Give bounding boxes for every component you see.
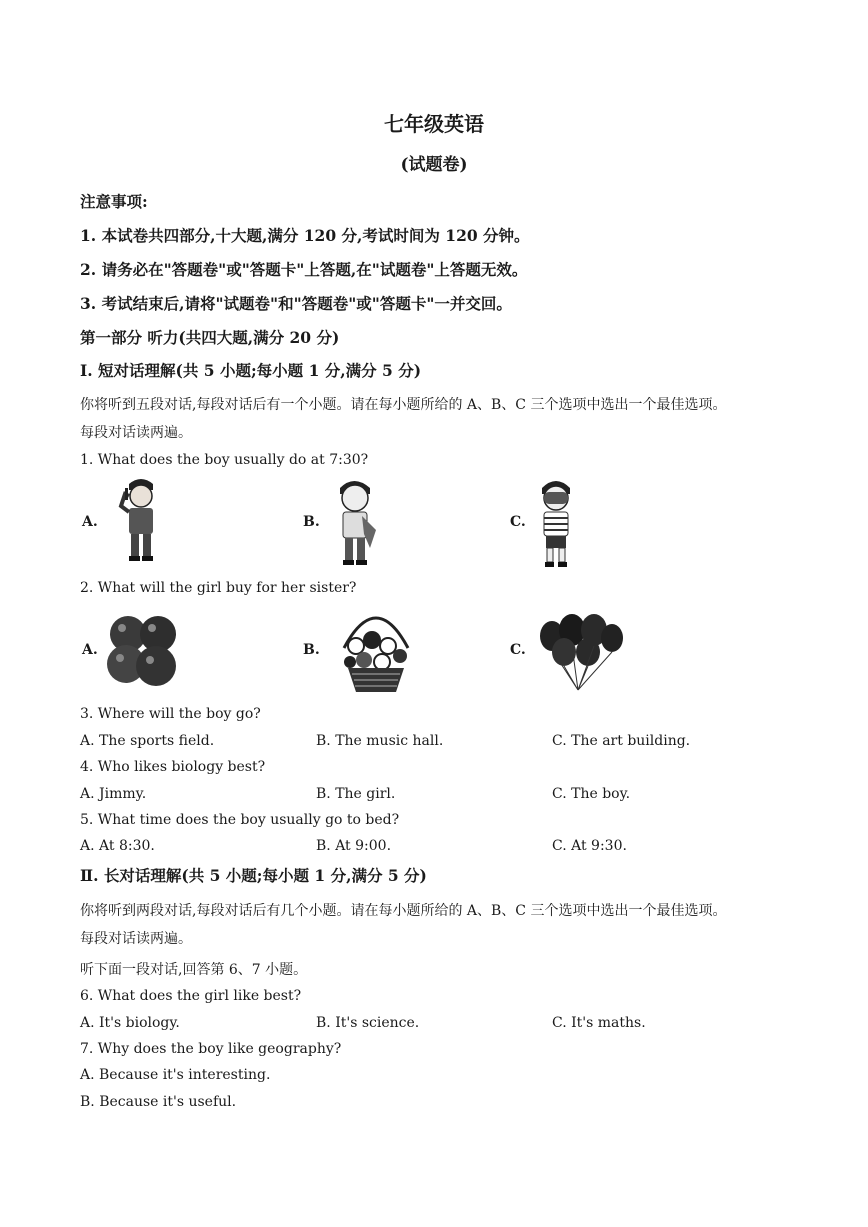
q2-option-b-label: B. — [303, 642, 320, 658]
q3-option-b: B. The music hall. — [316, 733, 444, 749]
section1-instruction-1: 你将听到五段对话,每段对话后有一个小题。请在每小题所给的 A、B、C 三个选项中选出一个最佳选项。 — [80, 397, 727, 413]
flower-basket-image — [336, 604, 416, 696]
page-title: 七年级英语 — [384, 112, 484, 136]
question-4: 4. Who likes biology best? — [80, 759, 266, 775]
note-item-1: 1. 本试卷共四部分,十大题,满分 120 分,考试时间为 120 分钟。 — [80, 226, 530, 245]
q2-option-a-label: A. — [82, 642, 98, 658]
section2-instruction-2: 每段对话读两遍。 — [80, 931, 192, 947]
q4-option-b: B. The girl. — [316, 786, 396, 802]
q3-option-c: C. The art building. — [552, 733, 691, 749]
question-7: 7. Why does the boy like geography? — [80, 1041, 342, 1057]
balloons-image — [538, 612, 624, 694]
section2-instruction-1: 你将听到两段对话,每段对话后有几个小题。请在每小题所给的 A、B、C 三个选项中选出一个最佳选项。 — [80, 903, 727, 919]
question-1: 1. What does the boy usually do at 7:30? — [80, 452, 369, 468]
q7-option-a: A. Because it's interesting. — [80, 1067, 271, 1083]
q4-option-c: C. The boy. — [552, 786, 631, 802]
note-item-2: 2. 请务必在"答题卷"或"答题卡"上答题,在"试题卷"上答题无效。 — [80, 260, 528, 279]
q5-option-a: A. At 8:30. — [80, 838, 155, 854]
section1-instruction-2: 每段对话读两遍。 — [80, 425, 192, 441]
section2-sub-instruction: 听下面一段对话,回答第 6、7 小题。 — [80, 962, 308, 978]
q1-option-a-label: A. — [82, 514, 98, 530]
question-5: 5. What time does the boy usually go to bed? — [80, 812, 400, 828]
q7-option-b: B. Because it's useful. — [80, 1094, 237, 1110]
q5-option-c: C. At 9:30. — [552, 838, 627, 854]
section1-heading: Ⅰ. 短对话理解(共 5 小题;每小题 1 分,满分 5 分) — [80, 361, 422, 380]
note-item-3: 3. 考试结束后,请将"试题卷"和"答题卷"或"答题卡"一并交回。 — [80, 294, 512, 313]
part1-heading: 第一部分 听力(共四大题,满分 20 分) — [80, 328, 340, 347]
q6-option-c: C. It's maths. — [552, 1015, 646, 1031]
boy-brushing-teeth-image — [115, 476, 167, 568]
apples-image — [106, 612, 182, 690]
question-2: 2. What will the girl buy for her sister? — [80, 580, 357, 596]
q5-option-b: B. At 9:00. — [316, 838, 392, 854]
q6-option-a: A. It's biology. — [80, 1015, 180, 1031]
page-subtitle: (试题卷) — [400, 155, 468, 175]
q1-option-b-label: B. — [303, 514, 320, 530]
boy-washing-face-image — [534, 476, 578, 570]
q2-option-c-label: C. — [510, 642, 526, 658]
q6-option-b: B. It's science. — [316, 1015, 420, 1031]
boy-getting-dressed-image — [330, 476, 380, 570]
notes-heading: 注意事项: — [80, 192, 148, 211]
q1-option-c-label: C. — [510, 514, 526, 530]
question-3: 3. Where will the boy go? — [80, 706, 261, 722]
section2-heading: Ⅱ. 长对话理解(共 5 小题;每小题 1 分,满分 5 分) — [80, 866, 427, 885]
question-6: 6. What does the girl like best? — [80, 988, 302, 1004]
q3-option-a: A. The sports field. — [80, 733, 215, 749]
q4-option-a: A. Jimmy. — [80, 786, 147, 802]
